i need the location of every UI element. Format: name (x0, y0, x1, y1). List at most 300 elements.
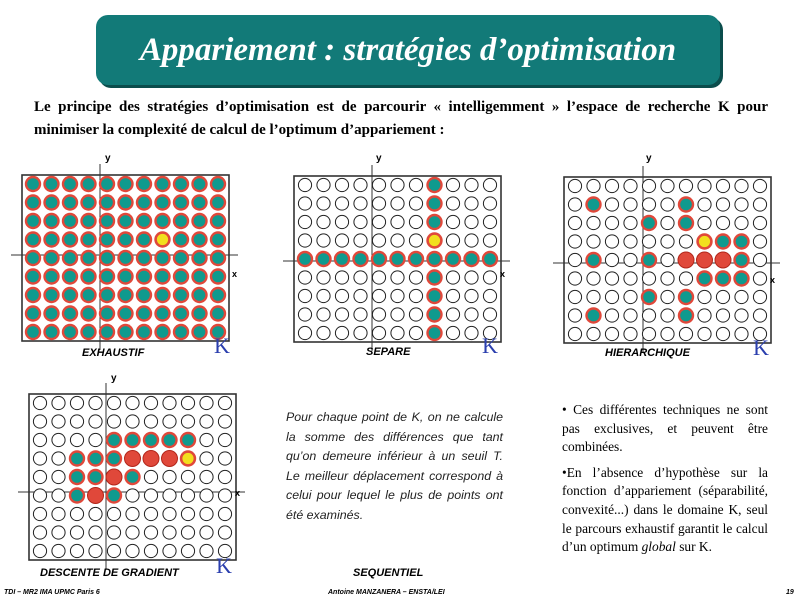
search-point-tested-center (138, 308, 150, 320)
search-point-tested-center (194, 326, 206, 338)
search-point-tested-center (108, 434, 120, 446)
search-point-tested-center (71, 471, 83, 483)
search-point (642, 179, 655, 192)
search-point (107, 507, 120, 520)
search-point (624, 290, 637, 303)
k-symbol-gradient: K (216, 553, 232, 578)
search-point (126, 489, 139, 502)
search-point (70, 396, 83, 409)
search-point (126, 526, 139, 539)
search-point (753, 309, 766, 322)
search-point-tested-center (157, 289, 169, 301)
search-point (200, 470, 213, 483)
search-point-tested-center (410, 253, 422, 265)
search-point-tested-center (120, 252, 132, 264)
note-combination: • Ces différentes techniques ne sont pas exclusives, et peuvent être combinées. (562, 402, 768, 455)
search-point (163, 544, 176, 557)
search-point (317, 234, 330, 247)
search-point (52, 415, 65, 428)
search-point-tested-center (736, 236, 748, 248)
search-point-tested-center (299, 253, 311, 265)
search-point (317, 215, 330, 228)
search-point (698, 327, 711, 340)
search-point (661, 235, 674, 248)
search-point (483, 178, 496, 191)
search-point-tested-center (680, 217, 692, 229)
search-point-tested-center (212, 234, 224, 246)
search-point-tested-center (194, 215, 206, 227)
search-point (465, 326, 478, 339)
search-point (354, 326, 367, 339)
search-point (181, 544, 194, 557)
search-point-tested-center (643, 217, 655, 229)
search-point (735, 309, 748, 322)
search-point (89, 433, 102, 446)
search-point-tested-center (429, 253, 441, 265)
sequential-description: Pour chaque point de K, on ne calcule la somme des différences que tant qu’on demeure inférieur à un seuil T. Le meilleur déplacement correspond à celui pour lequel le plus de points ont été examinés. (286, 410, 503, 522)
search-point (298, 197, 311, 210)
search-point-tested-center (157, 271, 169, 283)
search-point (354, 289, 367, 302)
search-point (200, 526, 213, 539)
search-point (568, 198, 581, 211)
search-point-tested-center (736, 254, 748, 266)
search-point (52, 489, 65, 502)
slide-title: Appariement : stratégies d’optimisation (139, 32, 677, 68)
search-point (33, 544, 46, 557)
search-point (107, 396, 120, 409)
search-point-tested-center (101, 178, 113, 190)
search-point (465, 289, 478, 302)
search-point-tested-center (194, 197, 206, 209)
search-point (698, 290, 711, 303)
search-point (483, 308, 496, 321)
search-point-tested-center (736, 273, 748, 285)
search-point-tested-center (429, 290, 441, 302)
search-point-tested-center (157, 326, 169, 338)
search-point-tested-center (643, 254, 655, 266)
search-point (317, 308, 330, 321)
search-point (605, 272, 618, 285)
search-point (465, 271, 478, 284)
search-point (624, 309, 637, 322)
search-point-tested-center (157, 215, 169, 227)
search-point (391, 215, 404, 228)
search-point-tested-center (392, 253, 404, 265)
search-point (465, 308, 478, 321)
search-point (298, 178, 311, 191)
search-point-tested-center (27, 252, 39, 264)
search-point-tested-center (83, 289, 95, 301)
search-point (200, 544, 213, 557)
search-point (335, 308, 348, 321)
search-point (642, 235, 655, 248)
search-point-tested-center (194, 271, 206, 283)
search-point-tested-center (46, 252, 58, 264)
search-point-tested-center (138, 178, 150, 190)
search-point (181, 470, 194, 483)
search-point (372, 215, 385, 228)
search-point (605, 309, 618, 322)
search-point (409, 271, 422, 284)
search-point-tested-center (120, 326, 132, 338)
search-point-best-center (429, 235, 440, 246)
search-point (33, 452, 46, 465)
search-point (391, 326, 404, 339)
search-point-tested-center (64, 215, 76, 227)
search-point-tested-center (429, 198, 441, 210)
search-point (483, 234, 496, 247)
search-point (372, 197, 385, 210)
search-point-tested-center (27, 197, 39, 209)
search-point-tested-center (157, 252, 169, 264)
search-point (317, 178, 330, 191)
search-point (200, 507, 213, 520)
search-point (33, 526, 46, 539)
search-point (483, 197, 496, 210)
search-point (144, 526, 157, 539)
search-point (587, 290, 600, 303)
search-point (144, 415, 157, 428)
search-point (446, 234, 459, 247)
search-point-tested-center (27, 178, 39, 190)
search-point (218, 489, 231, 502)
search-point-tested-center (157, 308, 169, 320)
search-point (716, 216, 729, 229)
search-point (218, 433, 231, 446)
notes-block (562, 401, 768, 564)
search-point (298, 289, 311, 302)
search-point-tested-center (46, 308, 58, 320)
search-point (70, 526, 83, 539)
search-point (716, 290, 729, 303)
search-point-tested-center (175, 234, 187, 246)
search-point (409, 308, 422, 321)
search-point (465, 197, 478, 210)
search-point-tested-center (447, 253, 459, 265)
search-point (144, 470, 157, 483)
search-point (587, 216, 600, 229)
x-axis-label: x (235, 488, 241, 498)
search-point-tested-center (717, 273, 729, 285)
search-point (335, 289, 348, 302)
search-point (70, 433, 83, 446)
search-point (372, 289, 385, 302)
search-point (605, 290, 618, 303)
search-point-tested-center (101, 252, 113, 264)
search-point-tested-center (699, 273, 711, 285)
search-point-tested-center (27, 234, 39, 246)
search-point (218, 396, 231, 409)
search-point-path (678, 252, 694, 268)
search-point (33, 507, 46, 520)
search-point (642, 309, 655, 322)
label-separe: SEPARE (366, 346, 411, 358)
search-point (716, 198, 729, 211)
note-exhaustive-end: sur K. (675, 539, 712, 555)
search-point (735, 327, 748, 340)
search-point-tested-center (212, 197, 224, 209)
y-axis-label: y (646, 153, 652, 164)
search-point (446, 289, 459, 302)
search-point (126, 544, 139, 557)
search-point (354, 271, 367, 284)
search-point (163, 396, 176, 409)
search-point-tested-center (212, 271, 224, 283)
search-point (679, 272, 692, 285)
search-point (409, 326, 422, 339)
search-point-path (162, 451, 178, 467)
search-point (698, 216, 711, 229)
search-point-tested-center (175, 197, 187, 209)
search-point-tested-center (101, 234, 113, 246)
search-point (335, 197, 348, 210)
search-point-tested-center (120, 178, 132, 190)
search-point-tested-center (212, 308, 224, 320)
label-hierarchique: HIERARCHIQUE (605, 347, 690, 359)
search-point-tested-center (27, 326, 39, 338)
search-point (409, 234, 422, 247)
k-symbol-hierarchique: K (753, 335, 769, 360)
search-point (605, 216, 618, 229)
search-point (605, 253, 618, 266)
search-point-path (88, 488, 104, 504)
search-point-tested-center (64, 234, 76, 246)
search-point-tested-center (101, 197, 113, 209)
search-point (107, 544, 120, 557)
search-point-path (125, 451, 141, 467)
note-exhaustive (562, 464, 768, 557)
search-point-tested-center (27, 271, 39, 283)
search-point (587, 327, 600, 340)
search-point (163, 415, 176, 428)
search-point (391, 308, 404, 321)
search-point (163, 489, 176, 502)
intro-paragraph: Le principe des stratégies d’optimisation est de parcourir « intelligemment » l’espace de recherche K pour minimiser la complexité de calcul de l’optimum d’appariement : (34, 99, 768, 138)
search-point (33, 489, 46, 502)
search-point (89, 507, 102, 520)
search-point (218, 470, 231, 483)
note-emphasis: global (641, 539, 676, 555)
search-point-tested-center (194, 308, 206, 320)
search-point-tested-center (429, 272, 441, 284)
search-point (735, 216, 748, 229)
search-point (605, 198, 618, 211)
search-point-tested-center (83, 252, 95, 264)
search-point-tested-center (138, 197, 150, 209)
search-point-tested-center (138, 289, 150, 301)
search-point (218, 452, 231, 465)
search-point (446, 178, 459, 191)
search-point-tested-center (101, 215, 113, 227)
search-point (70, 415, 83, 428)
search-point (33, 470, 46, 483)
search-point-tested-center (83, 271, 95, 283)
search-point (354, 234, 367, 247)
search-point-tested-center (90, 471, 102, 483)
search-point (446, 326, 459, 339)
search-point (465, 234, 478, 247)
search-point (144, 396, 157, 409)
search-point-tested-center (120, 215, 132, 227)
k-symbol-exhaustif: K (214, 333, 230, 358)
search-point (372, 308, 385, 321)
search-point (354, 197, 367, 210)
search-point-tested-center (108, 490, 120, 502)
x-axis-label: x (500, 269, 506, 279)
search-point (335, 326, 348, 339)
search-point-tested-center (83, 178, 95, 190)
search-point (52, 544, 65, 557)
search-point-tested-center (717, 236, 729, 248)
search-point (52, 526, 65, 539)
search-point-tested-center (127, 471, 139, 483)
search-point (372, 234, 385, 247)
search-point (605, 235, 618, 248)
search-point-tested-center (120, 271, 132, 283)
search-point (200, 415, 213, 428)
y-axis-label: y (376, 153, 382, 164)
search-point-tested-center (429, 327, 441, 339)
search-point (624, 327, 637, 340)
search-point (483, 215, 496, 228)
search-point (200, 396, 213, 409)
search-point-tested-center (336, 253, 348, 265)
search-point (409, 197, 422, 210)
search-point-tested-center (101, 289, 113, 301)
search-point (735, 198, 748, 211)
search-point-path (106, 469, 122, 485)
search-point (181, 396, 194, 409)
search-point-best-center (182, 453, 193, 464)
search-point (218, 526, 231, 539)
search-point (661, 290, 674, 303)
search-point (33, 433, 46, 446)
search-point-tested-center (429, 309, 441, 321)
search-point-tested-center (46, 271, 58, 283)
search-point (409, 289, 422, 302)
search-point (698, 179, 711, 192)
search-point (107, 526, 120, 539)
search-point (391, 271, 404, 284)
search-point (716, 309, 729, 322)
search-point (568, 290, 581, 303)
search-point (483, 289, 496, 302)
search-point (409, 215, 422, 228)
search-point-tested-center (429, 216, 441, 228)
search-point (624, 198, 637, 211)
search-point-tested-center (46, 215, 58, 227)
search-point-tested-center (429, 179, 441, 191)
search-point (163, 526, 176, 539)
search-point-tested-center (108, 453, 120, 465)
search-point (753, 272, 766, 285)
search-point-tested-center (138, 326, 150, 338)
search-point-tested-center (680, 291, 692, 303)
search-point (89, 415, 102, 428)
label-sequentiel: SEQUENTIEL (353, 567, 424, 579)
search-point-tested-center (27, 215, 39, 227)
search-point (52, 396, 65, 409)
search-point-tested-center (83, 326, 95, 338)
search-point (200, 489, 213, 502)
search-point-tested-center (46, 178, 58, 190)
search-point (679, 179, 692, 192)
search-point (89, 544, 102, 557)
search-point (298, 326, 311, 339)
search-point (70, 544, 83, 557)
search-point (716, 179, 729, 192)
search-point (144, 544, 157, 557)
search-point-tested-center (194, 234, 206, 246)
search-point-tested-center (466, 253, 478, 265)
search-point-tested-center (120, 289, 132, 301)
search-point-tested-center (157, 197, 169, 209)
search-point-tested-center (194, 252, 206, 264)
search-point-tested-center (194, 178, 206, 190)
search-point (753, 198, 766, 211)
search-point-tested-center (46, 197, 58, 209)
search-point (605, 327, 618, 340)
search-point (568, 253, 581, 266)
search-point (126, 396, 139, 409)
search-point (218, 415, 231, 428)
search-point (679, 235, 692, 248)
search-point-tested-center (157, 178, 169, 190)
search-point (298, 308, 311, 321)
search-point-tested-center (138, 252, 150, 264)
search-point (317, 197, 330, 210)
search-point (298, 215, 311, 228)
search-point (716, 327, 729, 340)
search-point (317, 271, 330, 284)
search-point (642, 198, 655, 211)
search-point-tested-center (46, 326, 58, 338)
search-point-tested-center (138, 215, 150, 227)
search-point (568, 309, 581, 322)
search-point-tested-center (120, 197, 132, 209)
search-point-tested-center (90, 453, 102, 465)
search-point (465, 178, 478, 191)
search-point-tested-center (212, 178, 224, 190)
search-point-tested-center (318, 253, 330, 265)
search-point (661, 272, 674, 285)
search-point-tested-center (355, 253, 367, 265)
search-point (33, 396, 46, 409)
search-point (89, 396, 102, 409)
search-point-tested-center (83, 197, 95, 209)
footer-page-number: 19 (786, 589, 794, 596)
search-point (200, 452, 213, 465)
search-point (335, 234, 348, 247)
search-point-tested-center (175, 326, 187, 338)
search-point (391, 234, 404, 247)
search-point (753, 290, 766, 303)
search-point (698, 309, 711, 322)
search-point-tested-center (175, 215, 187, 227)
search-point-tested-center (175, 289, 187, 301)
search-point (735, 290, 748, 303)
search-point-best-center (157, 234, 168, 245)
search-point (698, 198, 711, 211)
search-point-path (715, 252, 731, 268)
search-point (661, 198, 674, 211)
search-point (446, 197, 459, 210)
search-point (200, 433, 213, 446)
search-point (391, 289, 404, 302)
search-point (391, 178, 404, 191)
search-point (642, 327, 655, 340)
